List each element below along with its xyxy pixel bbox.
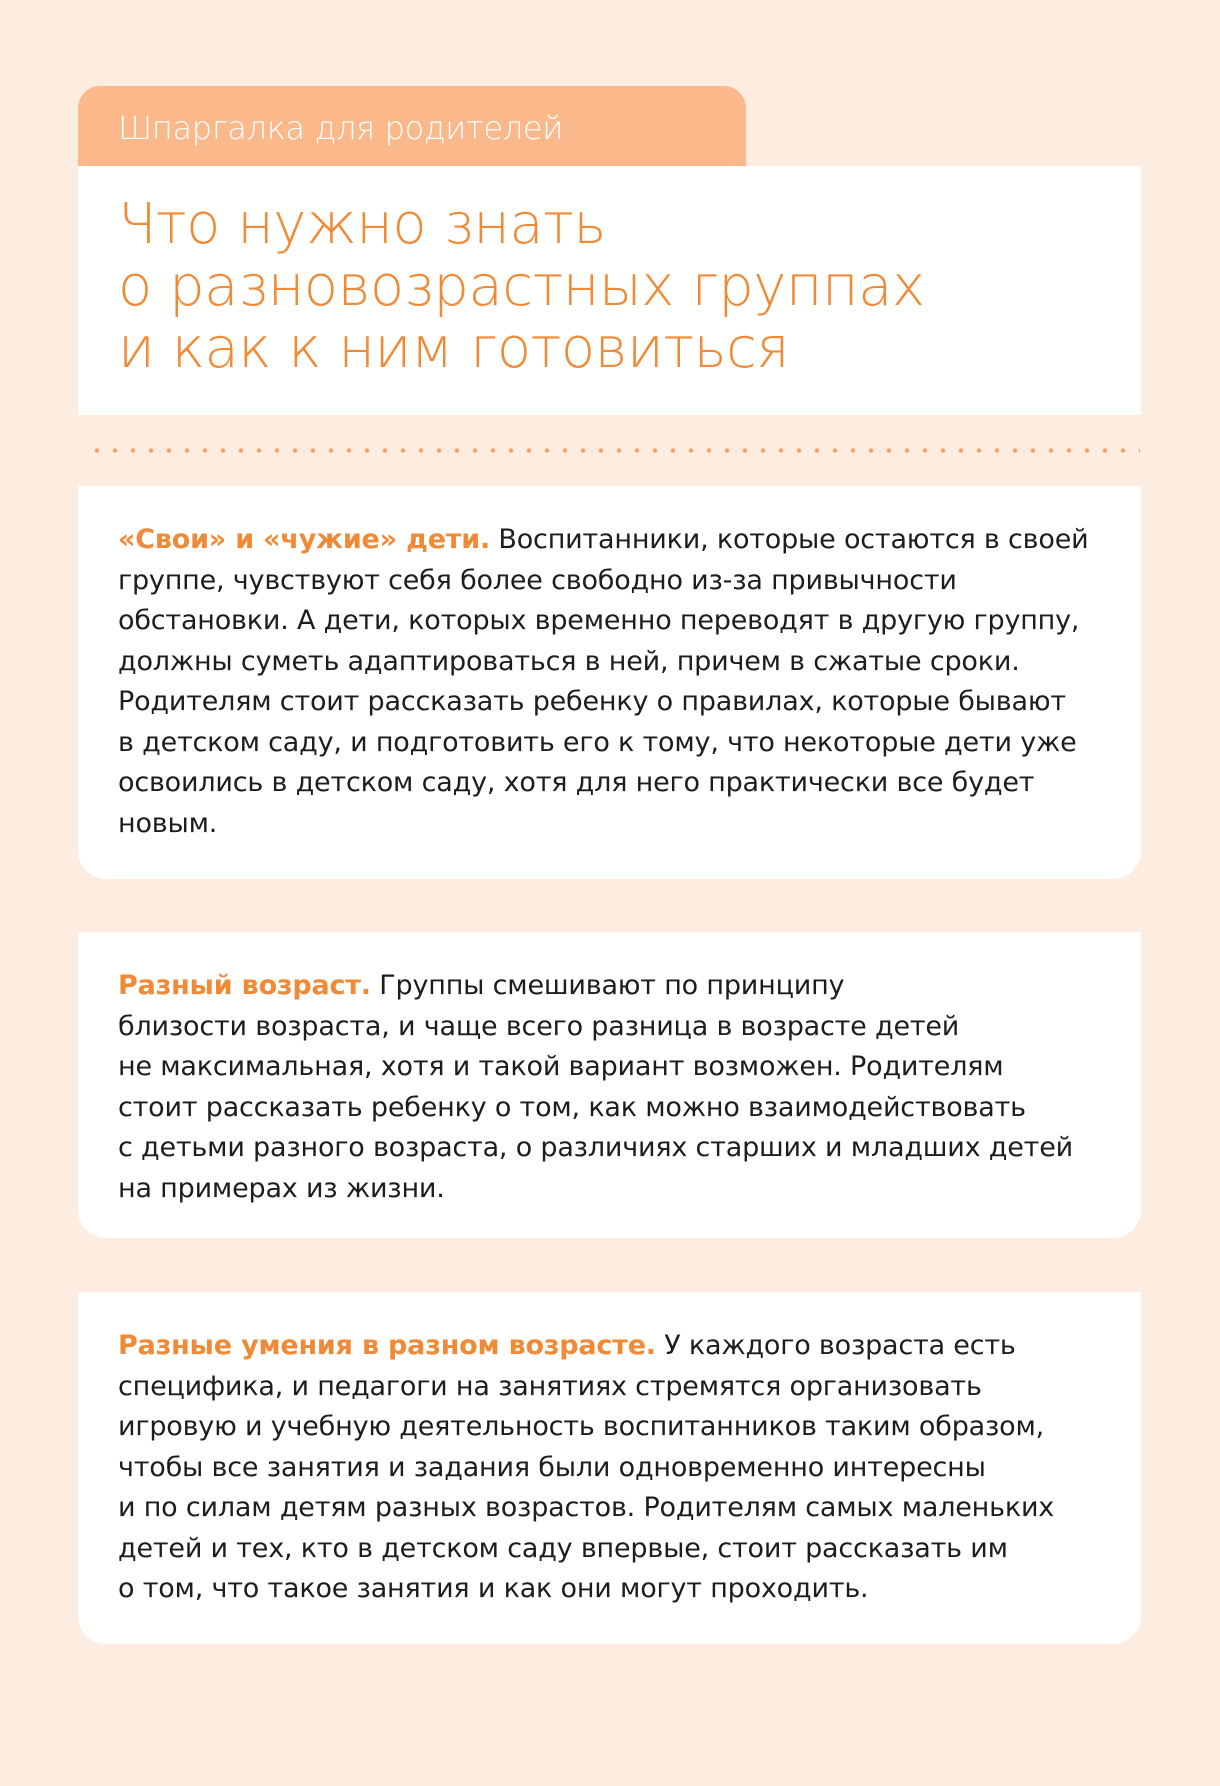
card-lead: Разные умения в разном возрасте.: [118, 1330, 656, 1361]
card-line: должны суметь адаптироваться в ней, причем в сжатые сроки.: [118, 645, 1020, 677]
card-first-line-text: Группы смешивают по принципу: [370, 970, 845, 1001]
card-different-skills: [78, 1292, 1141, 1644]
card-first-line-text: Воспитанники, которые остаются в своей: [490, 524, 1089, 555]
card-line: Родителям стоит рассказать ребенку о правилах, которые бывают: [118, 686, 1066, 717]
card-paragraph: [118, 1326, 1141, 1610]
card-line: новым.: [118, 807, 218, 839]
card-different-age: [78, 932, 1141, 1238]
card-line: в детском саду, и подготовить его к тому, что некоторые дети уже: [118, 726, 1077, 758]
card-own-and-other-children: [78, 486, 1141, 879]
card-line: на примерах из жизни.: [118, 1172, 445, 1204]
card-line: обстановки. А дети, которых временно переводят в другую группу,: [118, 605, 1080, 636]
card-line: игровую и учебную деятельность воспитанников таким образом,: [118, 1411, 1045, 1442]
card-line: и по силам детям разных возрастов. Родителям самых маленьких: [118, 1492, 1055, 1523]
card-first-line: [118, 1326, 1141, 1367]
card-line: детей и тех, кто в детском саду впервые, стоит рассказать им: [118, 1532, 1008, 1564]
card-paragraph: [118, 966, 1141, 1209]
card-first-line-text: У каждого возраста есть: [655, 1330, 1016, 1361]
card-line: группе, чувствуют себя более свободно из-за привычности: [118, 564, 957, 596]
card-line: освоились в детском саду, хотя для него практически все будет: [118, 767, 1035, 798]
card-line: с детьми разного возраста, о различиях старших и младших детей: [118, 1132, 1073, 1163]
card-line: о том, что такое занятия и как они могут проходить.: [118, 1573, 869, 1604]
card-line: специфика, и педагоги на занятиях стремятся организовать: [118, 1370, 982, 1402]
card-line: чтобы все занятия и задания были одновременно интересны: [118, 1451, 986, 1483]
card-line: не максимальная, хотя и такой вариант возможен. Родителям: [118, 1051, 1004, 1082]
card-first-line: [118, 520, 1141, 561]
card-line: близости возраста, и чаще всего разница в возрасте детей: [118, 1010, 960, 1042]
title-line-3: и как к ним готовиться: [118, 316, 790, 381]
title-line-1: Что нужно знать: [118, 192, 606, 257]
card-line: стоит рассказать ребенку о том, как можно взаимодействовать: [118, 1091, 1026, 1123]
card-first-line: [118, 966, 1141, 1007]
card-lead: Разный возраст.: [118, 970, 371, 1001]
tab-label: Шпаргалка для родителей: [118, 109, 564, 147]
dotted-divider: [88, 448, 1140, 453]
header-tab: [78, 86, 746, 166]
card-paragraph: [118, 520, 1141, 844]
card-lead: «Свои» и «чужие» дети.: [118, 524, 491, 555]
title-line-2: о разновозрастных группах: [118, 254, 925, 319]
title-box: [78, 166, 1141, 415]
